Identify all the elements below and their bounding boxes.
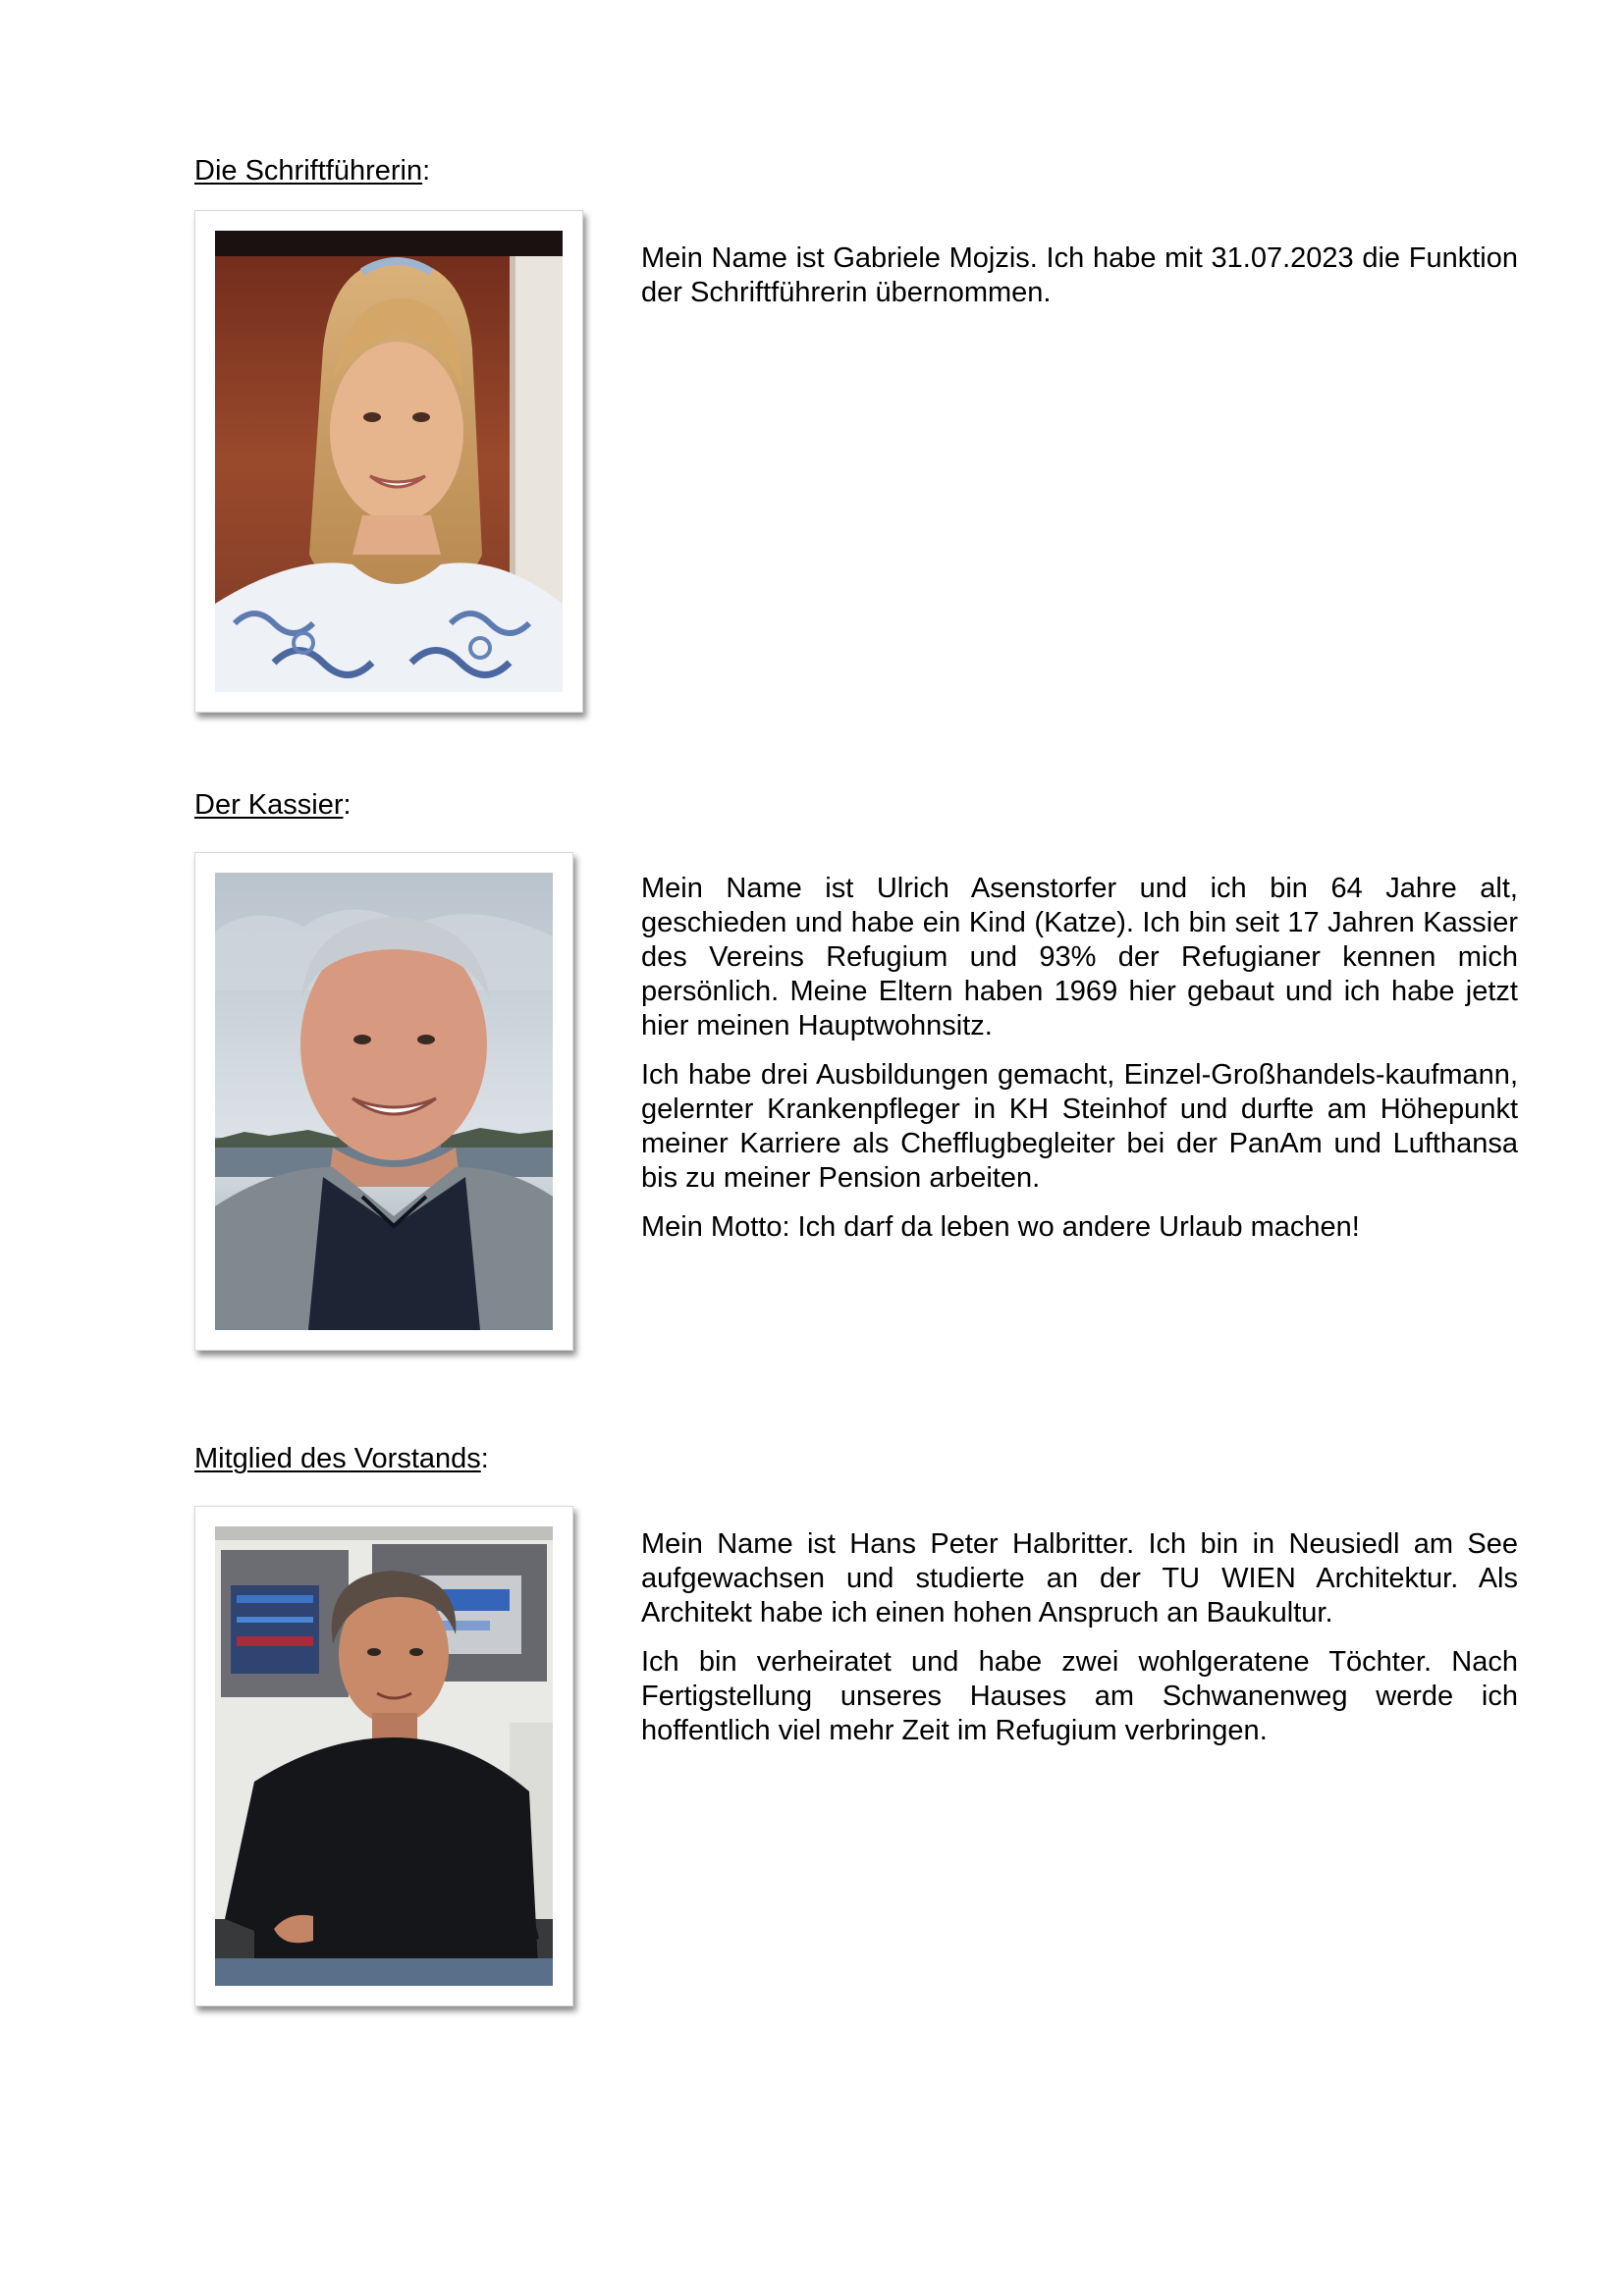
- bio-paragraph: Ich bin verheiratet und habe zwei wohlgeratene Töchter. Nach Fertigstellung unseres Hauses am Schwanenweg werde ich hoffentlich viel mehr Zeit im Refugium verbringen.: [641, 1646, 1518, 1746]
- bio-paragraph: Mein Motto: Ich darf da leben wo andere Urlaub machen!: [641, 1211, 1360, 1243]
- portrait-photo-frame: [194, 1506, 573, 2006]
- bio-paragraph: Mein Name ist Gabriele Mojzis. Ich habe mit 31.07.2023 die Funktion der Schriftführerin übernommen.: [641, 242, 1518, 308]
- section-heading-schriftfuehrerin: [194, 153, 430, 188]
- bio-text-kassier: [641, 872, 1518, 1259]
- heading-colon: :: [422, 155, 431, 187]
- portrait-photo-man-indoor-icon: [215, 1526, 553, 1986]
- heading-text: Mitglied des Vorstands: [194, 1443, 481, 1474]
- portrait-photo-man-icon: [215, 873, 553, 1330]
- section-heading-kassier: [194, 787, 352, 823]
- bio-text-vorstand: [641, 1527, 1518, 1763]
- heading-text: Der Kassier: [194, 789, 344, 821]
- portrait-photo-woman-icon: [215, 231, 563, 692]
- heading-colon: :: [480, 1443, 489, 1474]
- portrait-photo-frame: [194, 210, 583, 713]
- bio-paragraph: Mein Name ist Hans Peter Halbritter. Ich bin in Neusiedl am See aufgewachsen und studierte an der TU WIEN Architektur. Als Architekt habe ich einen hohen Anspruch an Baukultur.: [641, 1528, 1518, 1629]
- section-heading-vorstand: [194, 1441, 489, 1476]
- portrait-photo-frame: [194, 852, 573, 1351]
- heading-colon: :: [343, 789, 352, 821]
- bio-text-schriftfuehrerin: [641, 241, 1518, 325]
- bio-paragraph: Ich habe drei Ausbildungen gemacht, Einzel-Großhandels-kaufmann, gelernter Krankenpfleger in KH Steinhof und durfte am Höhepunkt meiner Karriere als Chefflugbegleiter bei der PanAm und Lufthansa bis zu meiner Pension arbeiten.: [641, 1059, 1518, 1194]
- bio-paragraph: Mein Name ist Ulrich Asenstorfer und ich bin 64 Jahre alt, geschieden und habe ein Kind (Katze). Ich bin seit 17 Jahren Kassier des Vereins Refugium und 93% der Refugianer kennen mich persönlich. Meine Eltern haben 1969 hier gebaut und ich habe jetzt hier meinen Hauptwohnsitz.: [641, 873, 1518, 1041]
- heading-text: Die Schriftführerin: [194, 155, 423, 187]
